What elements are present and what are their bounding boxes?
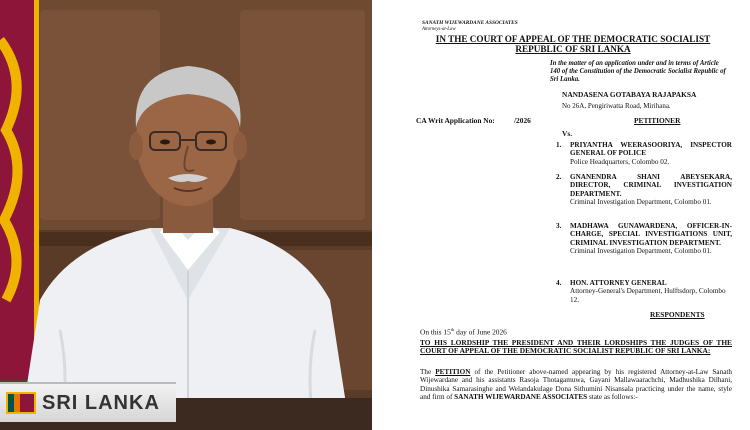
firm-name: SANATH WIJEWARDANE ASSOCIATES <box>422 20 518 26</box>
portrait-illustration <box>0 0 372 430</box>
petitioner-label: PETITIONER <box>634 116 681 125</box>
flag-icon <box>6 392 36 414</box>
respondent-number: 1. <box>556 141 562 149</box>
respondent-number: 2. <box>556 173 562 181</box>
ca-application-number: /2026 <box>514 116 531 125</box>
sri-lanka-nameplate <box>0 382 176 422</box>
matter-statement: In the matter of an application under and in terms of Article 140 of the Constitution of the Democratic Socialist Republic of Sri Lanka. <box>550 60 726 84</box>
petition-document <box>374 0 750 430</box>
respondents-label: RESPONDENTS <box>650 310 705 319</box>
respondent-title: PRIYANTHA WEERASOORIYA, INSPECTOR GENERAL OF POLICE <box>570 141 732 158</box>
petitioner-name: NANDASENA GOTABAYA RAJAPAKSA <box>562 90 697 99</box>
respondent-number: 3. <box>556 222 562 230</box>
respondent-title: GNANENDRA SHANI ABEYSEKARA, DIRECTOR, CRIMINAL INVESTIGATION DEPARTMENT. <box>570 173 732 198</box>
respondent-2 <box>556 173 732 206</box>
court-title: IN THE COURT OF APPEAL OF THE DEMOCRATIC SOCIALIST REPUBLIC OF SRI LANKA <box>435 34 711 55</box>
address-to-court: TO HIS LORDSHIP THE PRESIDENT AND THEIR LORDSHIPS THE JUDGES OF THE COURT OF APPEAL OF THE DEMOCRATIC SOCIALIST REPUBLIC OF SRI LANKA: <box>420 338 732 356</box>
respondent-4 <box>556 279 732 304</box>
respondent-title: MADHAWA GUNAWARDENA, OFFICER-IN-CHARGE, SPECIAL INVESTIGATIONS UNIT, CRIMINAL INVESTIGATION DEPARTMENT. <box>570 222 732 247</box>
versus-label: Vs. <box>562 129 573 138</box>
respondent-address: Attorney-General's Department, Hulftsdorp, Colombo 12. <box>570 287 726 304</box>
portrait-photo <box>0 0 372 430</box>
nameplate-text: SRI LANKA <box>42 391 160 414</box>
respondent-3 <box>556 222 732 255</box>
firm-subtitle: Attorneys-at-Law <box>422 27 456 32</box>
petitioner-address: No 26A, Pengiriwatta Road, Mirihana. <box>562 102 671 110</box>
respondent-title: HON. ATTORNEY GENERAL <box>570 279 667 287</box>
respondent-number: 4. <box>556 279 562 287</box>
petition-date: On this 15th day of June 2026 <box>420 327 507 337</box>
respondent-address: Police Headquarters, Colombo 02. <box>570 157 670 166</box>
respondent-address: Criminal Investigation Department, Colombo 01. <box>570 246 712 255</box>
respondent-address: Criminal Investigation Department, Colombo 01. <box>570 197 712 206</box>
petition-body: The PETITION of the Petitioner above-named appearing by his registered Attorney-at-Law Sanath Wijewardane and his assistants Rasoja Thotagamuwa, Gayani Mallawaarachchi, Madhushika Dilhani, Dinushika Samarasinghe and Welandakulage Dona Sithumini Nisansala practicing under the name, style and firm of SANATH WIJEWARDANE ASSOCIATES state as follows:- <box>420 368 732 402</box>
respondent-1 <box>556 141 732 166</box>
ca-application-label: CA Writ Application No: <box>416 116 495 125</box>
